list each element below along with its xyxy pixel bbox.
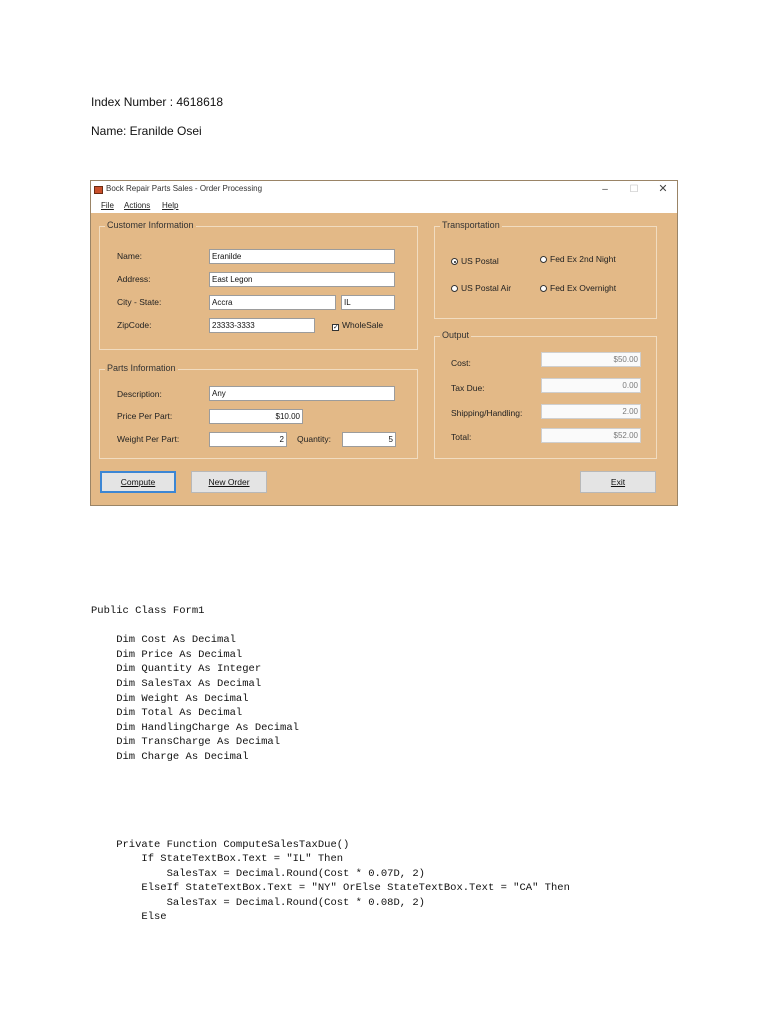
new-order-button[interactable]: [191, 471, 267, 493]
code-line: Else: [91, 911, 167, 924]
tax-due-label: Tax Due:: [451, 383, 485, 393]
total-output: $52.00: [541, 428, 641, 443]
exit-button[interactable]: [580, 471, 656, 493]
code-line: ElseIf StateTextBox.Text = "NY" OrElse StateTextBox.Text = "CA" Then: [91, 882, 570, 895]
code-line: Dim Price As Decimal: [91, 648, 243, 661]
radio-fedex-overnight-label: Fed Ex Overnight: [550, 283, 617, 293]
city-state-label: City - State:: [117, 297, 162, 307]
wholesale-checkbox[interactable]: [332, 320, 383, 331]
radio-unselected-icon: [451, 285, 458, 292]
code-line: Dim Charge As Decimal: [91, 750, 249, 763]
app-icon: [94, 186, 103, 194]
code-line: If StateTextBox.Text = "IL" Then: [91, 853, 344, 866]
checkbox-checked-icon: ✓: [333, 324, 339, 331]
total-label: Total:: [451, 432, 472, 442]
radio-unselected-icon: [540, 285, 547, 292]
quantity-input[interactable]: 5: [342, 432, 396, 447]
price-per-part-label: Price Per Part:: [117, 411, 173, 421]
shipping-handling-label: Shipping/Handling:: [451, 408, 523, 418]
state-input[interactable]: IL: [341, 295, 395, 310]
code-line: [91, 823, 570, 838]
customer-information-group: [99, 220, 418, 350]
description-input[interactable]: Any: [209, 386, 395, 401]
parts-group-title: Parts Information: [107, 363, 176, 373]
output-group-title: Output: [442, 330, 470, 340]
radio-us-postal-air[interactable]: [451, 283, 511, 293]
transportation-group: [434, 220, 657, 319]
code-line: [91, 779, 570, 794]
radio-fedex-2nd-night[interactable]: [540, 254, 616, 264]
radio-fedex-overnight[interactable]: [540, 283, 616, 293]
code-line: Dim SalesTax As Decimal: [91, 677, 262, 690]
code-line: SalesTax = Decimal.Round(Cost * 0.08D, 2): [91, 896, 425, 909]
name-label: Name:: [117, 251, 143, 261]
shipping-handling-output: 2.00: [541, 404, 641, 419]
cost-output: $50.00: [541, 352, 641, 367]
menu-bar: [91, 199, 677, 213]
address-input[interactable]: East Legon: [209, 272, 395, 287]
code-line: Dim Cost As Decimal: [91, 634, 236, 647]
description-label: Description:: [117, 389, 162, 399]
code-line: Dim TransCharge As Decimal: [91, 736, 281, 749]
code-line: [91, 765, 570, 780]
menu-file[interactable]: File: [101, 201, 114, 210]
menu-actions[interactable]: Actions: [124, 201, 151, 210]
code-line: Dim HandlingCharge As Decimal: [91, 721, 299, 734]
code-line: Dim Quantity As Integer: [91, 663, 262, 676]
weight-per-part-label: Weight Per Part:: [117, 434, 180, 444]
code-line: [91, 619, 570, 634]
close-button[interactable]: ✕: [658, 183, 668, 195]
radio-fedex-2nd-night-label: Fed Ex 2nd Night: [550, 254, 616, 264]
price-per-part-input[interactable]: $10.00: [209, 409, 303, 424]
window-title: Bock Repair Parts Sales - Order Processing: [106, 184, 263, 193]
code-line: Public Class Form1: [91, 605, 205, 617]
compute-button-label: Compute: [120, 477, 156, 487]
city-input[interactable]: Accra: [209, 295, 336, 310]
code-line: [91, 808, 570, 823]
quantity-label: Quantity:: [297, 434, 332, 444]
source-code-listing: [91, 604, 570, 925]
name-input[interactable]: Eranilde: [209, 249, 395, 264]
radio-unselected-icon: [540, 256, 547, 263]
code-line: Dim Weight As Decimal: [91, 692, 249, 705]
minimize-button[interactable]: –: [602, 184, 608, 195]
weight-per-part-input[interactable]: 2: [209, 432, 287, 447]
radio-us-postal-label: US Postal: [461, 256, 499, 266]
code-line: Private Function ComputeSalesTaxDue(): [91, 838, 350, 851]
menu-help[interactable]: Help: [162, 201, 179, 210]
transportation-group-title: Transportation: [442, 220, 500, 230]
title-bar: [91, 181, 677, 199]
radio-us-postal-air-label: US Postal Air: [461, 283, 512, 293]
new-order-button-label: New Order: [208, 477, 250, 487]
cost-label: Cost:: [451, 358, 471, 368]
code-line: [91, 794, 570, 809]
customer-group-title: Customer Information: [107, 220, 194, 230]
zipcode-input[interactable]: 23333-3333: [209, 318, 315, 333]
order-processing-window: [90, 180, 678, 506]
maximize-button[interactable]: ☐: [629, 184, 639, 195]
exit-button-label: Exit: [610, 477, 626, 487]
address-label: Address:: [117, 274, 151, 284]
compute-button[interactable]: [100, 471, 176, 493]
parts-information-group: [99, 363, 418, 459]
code-line: Dim Total As Decimal: [91, 707, 243, 720]
radio-us-postal[interactable]: [451, 256, 499, 266]
wholesale-label: WholeSale: [342, 320, 384, 330]
radio-selected-icon: [451, 258, 458, 265]
student-name-line: Name: Eranilde Osei: [91, 124, 202, 138]
zipcode-label: ZipCode:: [117, 320, 152, 330]
output-group: [434, 330, 657, 459]
code-line: SalesTax = Decimal.Round(Cost * 0.07D, 2): [91, 867, 425, 880]
index-number-line: Index Number : 4618618: [91, 95, 224, 109]
tax-due-output: 0.00: [541, 378, 641, 393]
